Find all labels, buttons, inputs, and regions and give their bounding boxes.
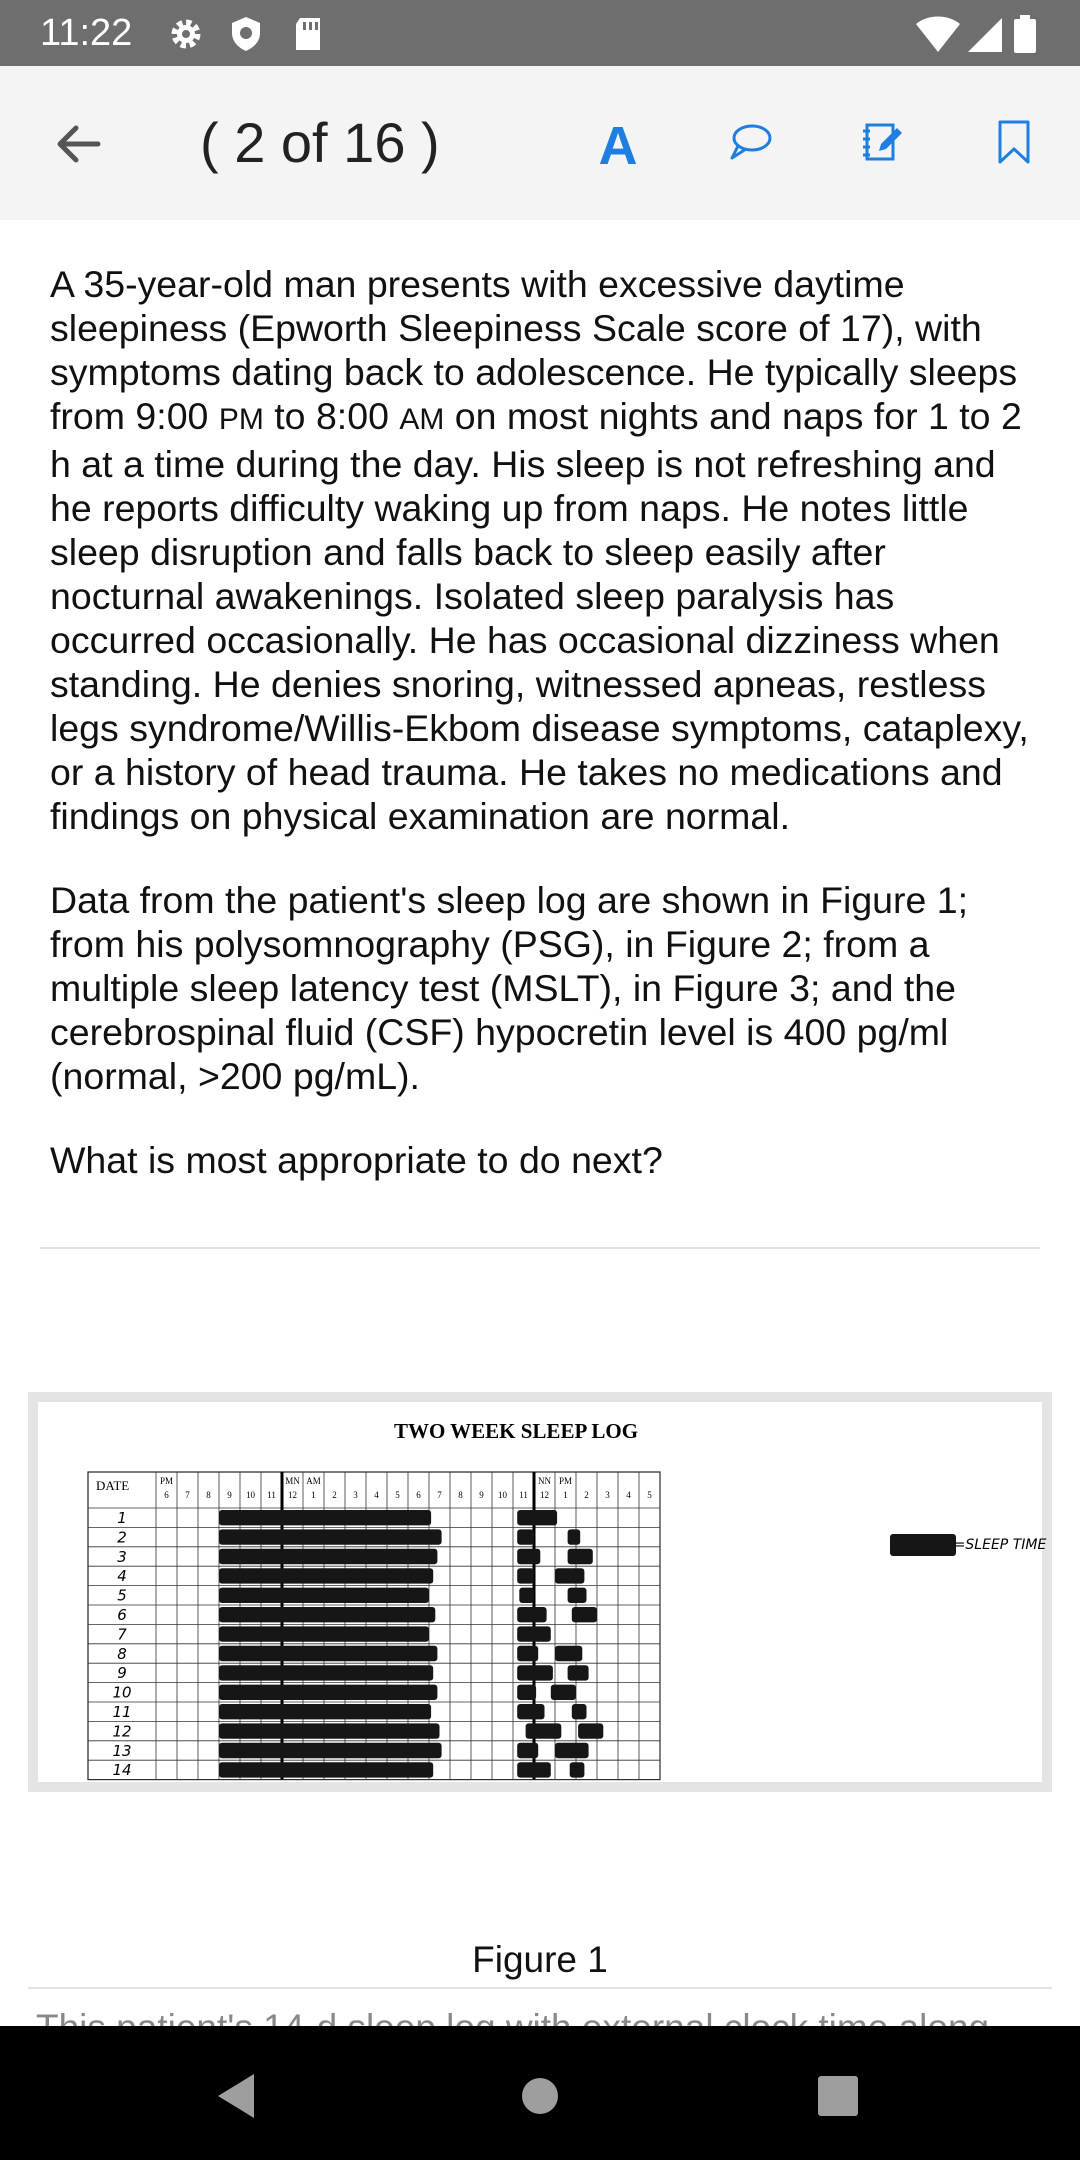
sleep-bar (219, 1762, 433, 1777)
hour-tick-label: 10 (246, 1490, 255, 1500)
paragraph-text: A 35-year-old man presents with excessive daytime sleepiness (Epworth Sleepiness Scale score of 17), with symptoms dating back to adolescence. He typically sleeps from 9:00 (50, 263, 1018, 437)
sleep-bar (568, 1549, 593, 1564)
sleep-bar (568, 1665, 589, 1680)
hour-tick-label: 10 (498, 1490, 507, 1500)
nn-label: NN (538, 1476, 551, 1486)
sleep-bar (555, 1646, 582, 1661)
date-label: 13 (112, 1741, 132, 1760)
mn-label: MN (285, 1476, 300, 1486)
comment-icon (726, 120, 774, 164)
sleep-bar (219, 1607, 435, 1622)
sleep-log-hour-labels (96, 1476, 652, 1500)
caption-continuation (36, 2006, 1056, 2026)
legend-swatch (890, 1534, 956, 1556)
date-label: 8 (117, 1644, 127, 1663)
sleep-bar (517, 1568, 534, 1583)
bookmark-button[interactable] (982, 110, 1046, 174)
hour-tick-label: 12 (540, 1490, 549, 1500)
sleep-bar (568, 1588, 587, 1603)
question-prompt: What is most appropriate to do next? (50, 1139, 663, 1181)
sleep-bar (517, 1665, 553, 1680)
am-abbrev: AM (399, 403, 445, 436)
sleep-bar (219, 1529, 442, 1544)
sleep-bar (572, 1607, 597, 1622)
hour-tick-label: 4 (374, 1490, 379, 1500)
sleep-bar (219, 1665, 433, 1680)
sleep-bar (219, 1743, 442, 1758)
comment-button[interactable] (718, 110, 782, 174)
pm-label: PM (159, 1476, 174, 1486)
caption-divider (28, 1987, 1052, 1989)
date-label: 11 (112, 1703, 132, 1721)
sleep-bar (526, 1723, 562, 1738)
nav-recents-icon[interactable] (808, 2066, 868, 2126)
hour-tick-label: 1 (311, 1490, 316, 1500)
legend-label: =SLEEP TIME (953, 1537, 1047, 1553)
date-label: 14 (112, 1761, 132, 1780)
hour-tick-label: 2 (584, 1490, 589, 1500)
hour-tick-label: 3 (605, 1490, 610, 1500)
figure-1-image (38, 1402, 1047, 1782)
figure-1-frame[interactable] (28, 1392, 1052, 1792)
sleep-bar (517, 1510, 557, 1525)
nav-home-icon[interactable] (510, 2066, 570, 2126)
bookmark-icon (996, 119, 1032, 165)
hour-tick-label: 6 (164, 1490, 169, 1500)
date-label: 5 (117, 1586, 127, 1605)
hour-tick-label: 9 (479, 1490, 484, 1500)
sleep-bar (517, 1762, 551, 1777)
sleep-bar (219, 1646, 437, 1661)
hour-tick-label: 11 (519, 1490, 528, 1500)
sd-card-icon (288, 14, 328, 54)
sleep-bar (517, 1704, 544, 1719)
hour-tick-label: 6 (416, 1490, 421, 1500)
hour-tick-label: 11 (267, 1490, 276, 1500)
pm2-label: PM (558, 1476, 573, 1486)
date-label: 4 (117, 1567, 127, 1586)
hour-tick-label: 7 (437, 1490, 442, 1500)
sleep-bar (219, 1704, 431, 1719)
sleep-bar (517, 1529, 534, 1544)
question-body (50, 262, 1035, 1222)
hour-tick-label: 7 (185, 1490, 190, 1500)
sleep-bar (517, 1626, 551, 1641)
sleep-bar (517, 1549, 540, 1564)
page-title: ( 2 of 16 ) (200, 111, 440, 174)
hour-tick-label: 5 (647, 1490, 652, 1500)
sleep-bar (219, 1510, 431, 1525)
shield-icon (226, 14, 266, 54)
hour-tick-label: 1 (563, 1490, 568, 1500)
hour-tick-label: 3 (353, 1490, 358, 1500)
pm-abbrev: PM (218, 403, 264, 436)
sleep-bar (219, 1723, 440, 1738)
date-label: 7 (117, 1625, 127, 1644)
sleep-bar (570, 1762, 585, 1777)
sleep-bar (219, 1549, 437, 1564)
sleep-bar (517, 1607, 546, 1622)
font-size-icon: A (598, 116, 638, 176)
settings-gear-icon (166, 14, 206, 54)
nav-back-icon[interactable] (210, 2066, 270, 2126)
date-label: 9 (117, 1664, 127, 1683)
sleep-log-title: TWO WEEK SLEEP LOG (393, 1419, 639, 1443)
date-label: 6 (117, 1606, 127, 1624)
question-paragraph-2: Data from the patient's sleep log are shown in Figure 1; from his polysomnography (PSG), in Figure 2; from a multiple sleep latency test (MSLT), in Figure 3; and the cerebrospinal fluid (CSF) hypocretin level is 400 pg/ml (normal, >200 pg/mL). (50, 879, 969, 1097)
sleep-bar (555, 1568, 584, 1583)
question-paragraph-1 (50, 262, 1035, 838)
navigation-bar (0, 2026, 1080, 2160)
hour-tick-label: 9 (227, 1490, 232, 1500)
paragraph-text: on most nights and naps for 1 to 2 h at a time during the day. His sleep is not refreshing and he reports difficulty waking up from naps. He notes little sleep disruption and falls back to sleep easily after nocturnal awakenings. Isolated sleep paralysis has occurred occasionally. He has occasional dizziness when standing. He denies snoring, witnessed apneas, restless legs syndrome/Willis-Ekbom disease symptoms, cataplexy, or a history of head trauma. He takes no medications and findings on physical examination are normal. (50, 395, 1029, 837)
sleep-bar (219, 1568, 433, 1583)
sleep-bar (578, 1723, 603, 1738)
sleep-log-legend (890, 1534, 1046, 1556)
sleep-bar (219, 1685, 437, 1700)
sleep-bar (517, 1646, 538, 1661)
sleep-bar (519, 1588, 534, 1603)
status-time: 11:22 (40, 12, 133, 54)
date-label: 3 (117, 1547, 127, 1566)
sleep-bar (551, 1685, 576, 1700)
back-arrow-icon[interactable] (50, 116, 106, 172)
sleep-bar (517, 1685, 536, 1700)
sleep-bar (219, 1626, 429, 1641)
am-label: AM (306, 1476, 321, 1486)
hour-tick-label: 2 (332, 1490, 337, 1500)
figure-caption: Figure 1 (472, 1939, 608, 1980)
sleep-log-chart (38, 1402, 1047, 1782)
paragraph-text: to 8:00 (263, 395, 400, 437)
battery-icon (1010, 14, 1040, 54)
date-header: DATE (96, 1478, 130, 1493)
sleep-bar (568, 1529, 581, 1544)
notes-button[interactable] (850, 110, 914, 174)
sleep-bar (219, 1588, 429, 1603)
wifi-icon (914, 14, 962, 54)
notes-edit-icon (857, 117, 907, 167)
sleep-bar (555, 1743, 589, 1758)
hour-tick-label: 4 (626, 1490, 631, 1500)
font-size-button[interactable] (586, 114, 650, 178)
cell-signal-icon (966, 14, 1006, 54)
date-label: 10 (112, 1683, 132, 1702)
sleep-bar (517, 1743, 538, 1758)
section-divider (40, 1247, 1040, 1249)
date-label: 2 (117, 1528, 127, 1547)
hour-tick-label: 8 (206, 1490, 211, 1500)
sleep-bar (572, 1704, 587, 1719)
hour-tick-label: 12 (288, 1490, 297, 1500)
date-label: 12 (112, 1722, 132, 1741)
status-bar (0, 0, 1080, 66)
hour-tick-label: 8 (458, 1490, 463, 1500)
hour-tick-label: 5 (395, 1490, 400, 1500)
date-label: 1 (117, 1509, 127, 1527)
app-bar (0, 66, 1080, 220)
